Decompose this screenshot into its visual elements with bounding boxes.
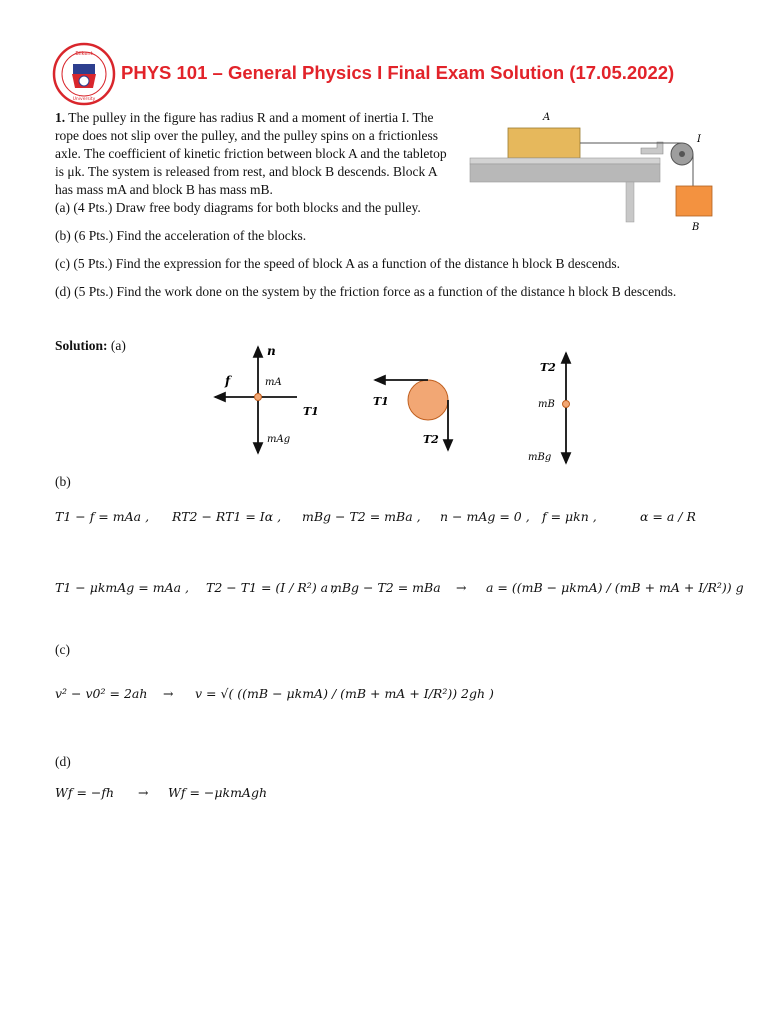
eq-b2-2: mBg − T2 = mBa [330,580,441,595]
solution-part-d-tag: (d) [55,754,71,769]
eq-b1-5: α = a / R [640,509,696,524]
eq-c-arrow: → [163,686,174,701]
mass-b-label: mB [538,399,555,410]
pulley-system-figure [466,106,726,236]
problem-part-c: (c) (5 Pts.) Find the expression for the speed of block A as a function of the distance h block B descends. [55,256,620,271]
fbd-block-b [520,345,600,470]
solution-heading-row [55,337,126,355]
block-b-label: B [692,222,700,233]
pulley-bracket [641,142,663,154]
eq-d-0: Wf = −fh [55,785,115,800]
page-title: PHYS 101 – General Physics I Final Exam Solution (17.05.2022) [121,62,675,83]
eq-b1-2: mBg − T2 = mBa , [302,509,421,524]
table-leg [626,182,634,222]
eq-b1-0: T1 − f = mAa , [55,509,150,524]
logo-text-top: Bilkent [75,51,93,57]
eq-c-2: v = √( ((mB − μkmA) / (mB + mA + I/R²)) 2gh ) [195,686,494,701]
logo-text-bottom: University [72,97,96,102]
mass-a-label: mA [265,377,282,388]
eq-b1-4: f = μkn , [542,509,597,524]
problem-line-3: axle. The coefficient of kinetic friction between block A and the tabletop [55,146,447,161]
tabletop [470,158,660,164]
block-b-point [563,401,570,408]
block-b [676,186,712,216]
solution-part-b-tag: (b) [55,474,71,489]
pulley-t1-label: T1 [373,395,389,408]
pulley-axle [679,151,685,157]
eq-b2-0: T1 − μkmAg = mAa , [55,580,189,595]
table-body [470,164,660,182]
pulley-label: I [697,134,701,145]
normal-force-label: n [267,344,276,358]
solution-heading: Solution: [55,338,108,353]
solution-part-a-tag: (a) [110,338,126,353]
weight-b-label: mBg [528,452,552,463]
block-a [508,128,580,158]
problem-part-d: (d) (5 Pts.) Find the work done on the system by the friction force as a function of the distance h block B descends. [55,284,677,299]
problem-line-2: rope does not slip over the pulley, and the pulley spins on a frictionless [55,128,439,143]
eq-d-arrow: → [138,785,149,800]
problem-text-1: The pulley in the figure has radius R and a moment of inertia I. The [68,110,434,125]
weight-a-label: mAg [267,434,291,445]
problem-part-b: (b) (6 Pts.) Find the acceleration of the blocks. [55,228,307,243]
problem-line-4: is μk. The system is released from rest, and block B descends. Block A [55,164,438,179]
tension-1-label: T1 [303,405,319,418]
eq-b1-3: n − mAg = 0 , [440,509,530,524]
problem-line-1 [55,109,434,127]
eq-b2-arrow: → [456,580,467,595]
solution-part-c-tag: (c) [55,642,70,657]
fbd-block-a [205,335,335,465]
block-a-point [255,394,262,401]
eq-b1-1: RT2 − RT1 = Iα , [172,509,282,524]
block-a-label: A [543,112,551,123]
problem-line-5: has mass mA and block B has mass mB. [55,182,273,197]
fbd-pulley [365,365,465,455]
problem-part-a: (a) (4 Pts.) Draw free body diagrams for both blocks and the pulley. [55,200,421,215]
eq-b2-1: T2 − T1 = (I / R²) a , [206,580,337,595]
eq-c-0: v² − v0² = 2ah [55,686,148,701]
pulley-t2-label: T2 [423,433,439,446]
problem-number: 1. [55,110,66,125]
university-logo [52,42,116,106]
eq-b2-4: a = ((mB − μkmA) / (mB + mA + I/R²)) g [486,580,744,595]
friction-label: f [225,374,231,388]
tension-2-label: T2 [540,361,556,374]
eq-d-2: Wf = −μkmAgh [168,785,267,800]
pulley-disc [408,380,448,420]
